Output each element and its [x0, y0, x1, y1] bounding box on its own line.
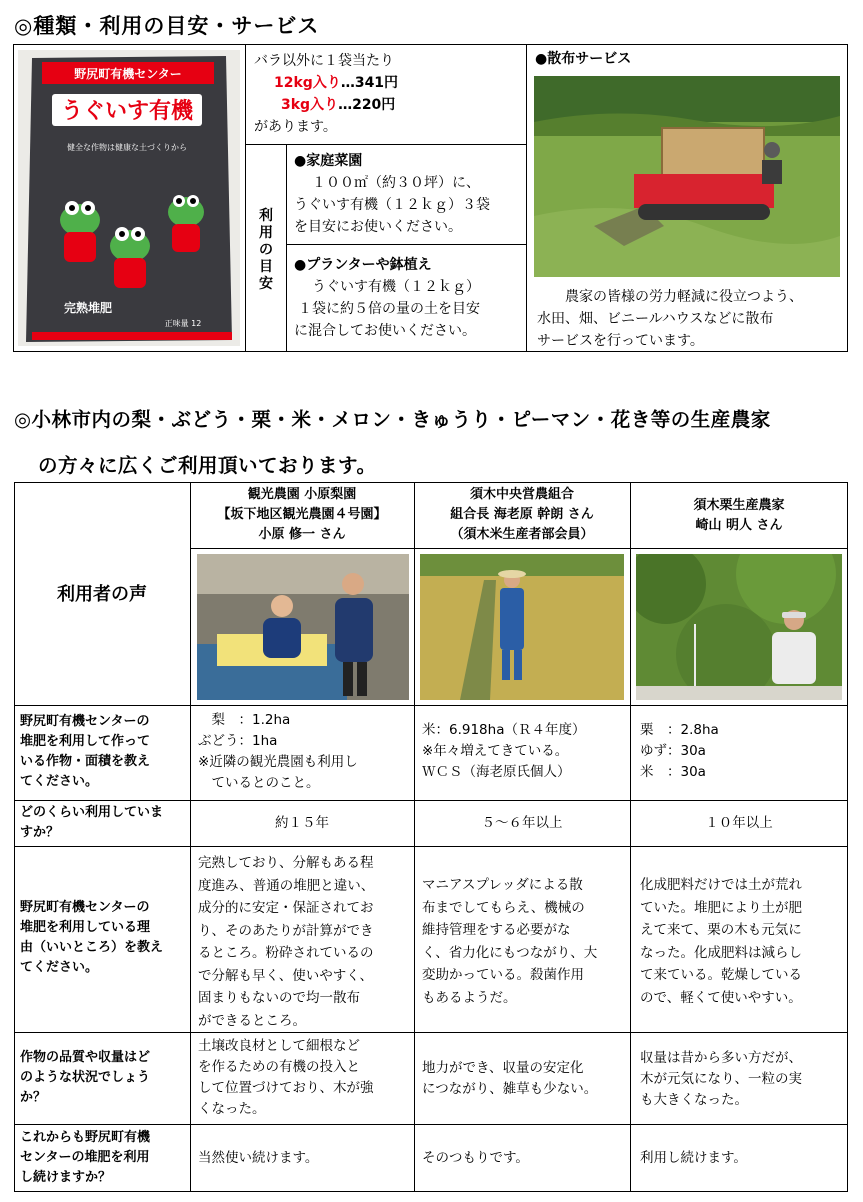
farmer-photo-rice-field: [420, 554, 624, 700]
answer-line: 布までしてもらえ、機械の: [422, 899, 585, 916]
answer-line: 化成肥料だけでは土が荒れ: [640, 877, 802, 893]
section2-title-line2: の方々に広くご利用頂いております。: [38, 454, 377, 477]
answer-line: 地力ができ、収量の安定化: [422, 1060, 584, 1076]
question-line: のような状況でしょう: [20, 1070, 151, 1085]
farmer-name-line: 観光農園 小原梨園: [247, 487, 357, 502]
answer-line: 梨 ：1.2ha: [198, 712, 291, 728]
answer-line: 木が元気になり、一粒の実: [640, 1071, 802, 1087]
answer-line: るところ。粉砕されているの: [198, 945, 374, 961]
answer-line: ぶどう：1ha: [198, 733, 278, 749]
answer-line: えて来て、栗の木も元気に: [640, 922, 802, 938]
answer-continue-2: そのつもりです。: [422, 1150, 529, 1166]
bag-bottom-text: 完熟堆肥: [63, 301, 113, 315]
question-line: し続けますか？: [20, 1170, 112, 1185]
usage1-line: １００㎡（約３０坪）に、: [312, 175, 480, 191]
answer-line: につながり、雑草も少ない。: [422, 1081, 598, 1097]
usage2-line: １袋に約５倍の量の土を目安: [298, 301, 480, 317]
answer-reasons-1: [198, 852, 412, 1032]
farmer-name-line: 須木栗生産農家: [693, 498, 785, 513]
usage-home-garden: [294, 150, 522, 238]
bag-top-banner: 野尻町有機センター: [74, 67, 182, 81]
question-line: 野尻町有機センターの: [20, 714, 150, 729]
service-description: [537, 286, 843, 352]
answer-duration-3: １０年以上: [705, 815, 773, 831]
farmer-header-2: [414, 485, 630, 545]
usage2-title: ●プランターや鉢植え: [294, 257, 432, 273]
item1-label: 12kg入り: [274, 75, 341, 91]
farmer-name-line: 組合長 海老原 幹朗 さん: [450, 507, 594, 522]
answer-line: 栗 ：2.8ha: [640, 722, 719, 738]
answer-line: も大きくなった。: [640, 1092, 748, 1108]
answer-line: を作るための有機の投入と: [198, 1059, 360, 1075]
usage2-line: に混合してお使いください。: [294, 323, 476, 339]
answer-reasons-3: [640, 874, 846, 1009]
answer-line: もあるようだ。: [422, 989, 517, 1006]
usage1-line: を目安にお使いください。: [294, 219, 462, 235]
service-title: ●散布サービス: [535, 51, 632, 67]
answer-line: 土壌改良材として細根など: [198, 1038, 360, 1054]
answer-line: 維持管理をする必要がな: [422, 922, 571, 938]
answer-duration-2: ５～６年以上: [481, 815, 563, 831]
bag-info-line1: バラ以外に１袋当たり: [254, 53, 394, 69]
question-line: か？: [20, 1090, 47, 1105]
question-line: センターの堆肥を利用: [20, 1150, 150, 1165]
question-line: てください。: [20, 960, 99, 975]
answer-line: 完熟しており、分解もある程: [198, 855, 374, 871]
question-reasons: [20, 898, 188, 978]
service-line: 水田、畑、ビニールハウスなどに散布: [537, 311, 774, 327]
answer-line: ゆず：30a: [640, 743, 706, 759]
answer-line: なった。化成肥料は減らし: [640, 944, 802, 961]
compost-bag-image: [18, 50, 240, 346]
bag-brand-text: うぐいす有機: [60, 99, 194, 124]
usage-guide-label: 利 用 の 目 安: [259, 208, 273, 292]
answer-line: 米 ：30a: [640, 764, 706, 780]
answer-line: して位置づけており、木が強: [198, 1080, 374, 1096]
answer-crops-3: [640, 720, 846, 783]
answer-line: 度進み、普通の堆肥と違い、: [198, 877, 375, 894]
item2-label: 3kg入り: [281, 97, 339, 113]
item1-price: …341円: [340, 75, 399, 91]
answer-line: ているとのこと。: [198, 775, 320, 791]
bag-info-line4: があります。: [254, 119, 337, 135]
question-line: 由（いいところ）を教え: [20, 940, 164, 955]
answer-quality-1: [198, 1036, 412, 1120]
usage1-title: ●家庭菜園: [294, 153, 363, 169]
usage2-line: うぐいす有機（１２ｋｇ）: [312, 279, 480, 295]
question-continue: [20, 1128, 188, 1188]
user-voice-label: 利用者の声: [57, 584, 147, 605]
farmer-name-line: 小原 修一 さん: [258, 527, 346, 542]
bag-weight-text: 正味量 12: [164, 319, 202, 328]
service-line: サービスを行っています。: [537, 333, 704, 349]
question-quality: [20, 1048, 188, 1108]
answer-line: く、省力化にもつながり、大: [422, 944, 598, 961]
answer-line: ていた。堆肥により土が肥: [640, 899, 802, 916]
answer-line: マニアスプレッダによる散: [422, 877, 583, 893]
answer-line: ができるところ。: [198, 1012, 306, 1029]
answer-reasons-2: [422, 874, 628, 1009]
answer-crops-1: [198, 710, 412, 794]
answer-line: 米：6.918ha（Ｒ４年度）: [422, 722, 586, 738]
question-line: 堆肥を利用して作って: [20, 734, 151, 749]
answer-line: ※年々増えてきている。: [422, 743, 569, 759]
answer-crops-2: [422, 720, 628, 783]
answer-line: て来ている。乾燥している: [640, 967, 802, 983]
section2-title-line1: ◎小林市内の梨・ぶどう・栗・米・メロン・きゅうり・ピーマン・花き等の生産農家: [14, 408, 771, 431]
question-duration: [20, 803, 188, 843]
answer-quality-3: [640, 1048, 846, 1111]
answer-line: ので、軽くて使いやすい。: [640, 989, 802, 1006]
answer-line: 変助かっている。殺菌作用: [422, 967, 584, 983]
question-line: てください。: [20, 774, 99, 789]
question-crops-area: [20, 712, 188, 792]
answer-line: り、そのあたりが計算ができ: [198, 922, 374, 939]
answer-line: 固まりもないので均一散布: [198, 990, 360, 1006]
usage-planter: [294, 254, 522, 342]
answer-line: で分解も早く、使いやすく、: [198, 967, 373, 984]
question-line: 堆肥を利用している理: [20, 920, 151, 935]
question-line: いる作物・面積を教え: [20, 754, 151, 769]
question-line: 作物の品質や収量はど: [20, 1050, 151, 1065]
service-line: 農家の皆様の労力軽減に役立つよう、: [565, 289, 803, 305]
item2-price: …220円: [338, 97, 396, 113]
answer-line: くなった。: [198, 1101, 266, 1117]
answer-continue-3: 利用し続けます。: [640, 1150, 747, 1166]
answer-line: 収量は昔から多い方だが、: [640, 1050, 802, 1066]
answer-continue-1: 当然使い続けます。: [198, 1150, 319, 1166]
question-line: すか？: [20, 825, 60, 840]
answer-quality-2: [422, 1058, 628, 1100]
farmer-header-1: [190, 485, 414, 545]
answer-line: ＷＣＳ（海老原氏個人）: [422, 764, 571, 780]
answer-line: ※近隣の観光農園も利用し: [198, 754, 358, 770]
answer-line: 成分的に安定・保証されてお: [198, 900, 374, 916]
bag-info: [254, 50, 398, 138]
section1-title: ◎種類・利用の目安・サービス: [14, 14, 320, 38]
bag-slogan: 健全な作物は健康な土づくりから: [67, 143, 187, 152]
farmer-name-line: 【坂下地区観光農園４号園】: [217, 507, 387, 522]
farmer-name-line: 須木中央営農組合: [469, 487, 574, 502]
farmer-photo-pear-orchard: [197, 554, 409, 700]
usage1-line: うぐいす有機（１２ｋｇ）３袋: [294, 197, 490, 213]
farmer-name-line: 崎山 明人 さん: [695, 518, 783, 533]
question-line: これからも野尻町有機: [20, 1130, 151, 1145]
farmer-name-line: （須木米生産者部会員）: [450, 527, 594, 542]
spreader-photo: [534, 76, 840, 277]
answer-duration-1: 約１５年: [275, 815, 329, 831]
question-line: 野尻町有機センターの: [20, 900, 150, 915]
question-line: どのくらい利用していま: [20, 805, 164, 820]
farmer-header-3: [630, 496, 848, 536]
farmer-photo-chestnut-grove: [636, 554, 842, 700]
